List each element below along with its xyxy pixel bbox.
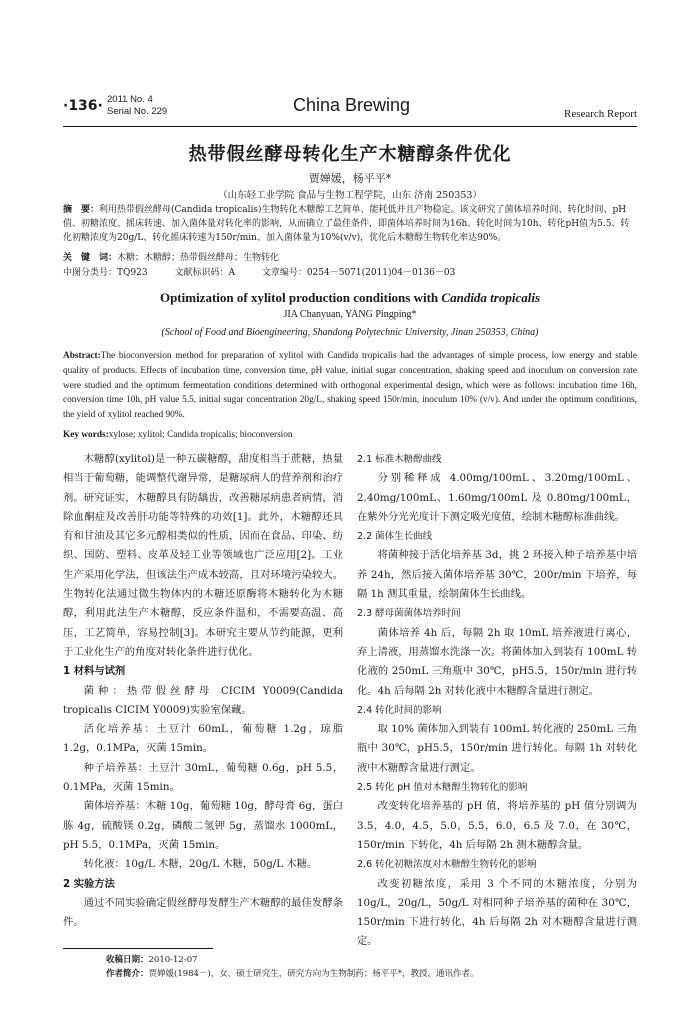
english-authors: JIA Chanyuan, YANG Pingping* <box>283 309 417 320</box>
english-abstract-text: The bioconversion method for preparation of xylitol with Candida tropicalis had the advantages of simple process, low energy and stable quality of products. Effects of incubation time, conversion time, pH value, initial sugar concentration, shaking speed and inoculum on conversion rate were studied and the optimum fermentation conditions determined with orthogonal experimental design, which were as follows: incubation time 16h, conversion time 10h, pH value 5.5, initial sugar concentration 20g/L, shaking speed 150r/min, inoculum 10% (v/v). And under the optimum conditions, the yield of xylitol reached 90%. <box>63 351 637 421</box>
chinese-keywords-label: 关 键 词： <box>63 253 118 263</box>
heading-materials: 1 材料与试剂 <box>63 665 126 678</box>
english-title: Optimization of xylitol production conditions with Candida tropicalis <box>159 290 541 305</box>
journal-name: China Brewing <box>293 95 411 115</box>
left-column <box>63 450 343 932</box>
clc-number: 中图分类号：TQ923 <box>63 268 148 278</box>
chinese-keywords <box>63 251 637 265</box>
footnote-rule <box>63 948 213 949</box>
received-label: 收稿日期： <box>106 955 149 965</box>
chinese-keywords-text: 木糖；木糖醇；热带假丝酵母；生物转化 <box>117 253 280 263</box>
classification-line <box>63 266 637 280</box>
bio-label: 作者简介： <box>106 969 149 979</box>
paragraph-2-5: 改变转化培养基的 pH 值，将培养基的 pH 值分别调为 3.5，4.0，4.5，5.0，5.5，6.0，6.5 及 7.0，在 30℃，150r/min 下转化，4h 后每隔 2h 测木糖醇含量。 <box>357 800 637 851</box>
paragraph-2-6: 改变初糖浓度，采用 3 个不同的木糖浓度，分别为 10g/L，20g/L，50g/L 对相同种子培养基的菌种在 30℃，150r/min 下进行转化，4h 后每隔 2h 对木糖醇含量进行测定。 <box>357 877 637 948</box>
running-header <box>63 88 637 128</box>
heading-2-1: 2.1 标准木糖醇曲线 <box>357 454 442 465</box>
paragraph-2-1: 分别稀释成 4.00mg/100mL、3.20mg/100mL、2.40mg/100mL、1.60mg/100mL 及 0.80mg/100mL，在紫外分光光度计下测定吸光度值，绘制木糖醇标准曲线。 <box>357 472 637 523</box>
document-code: 文献标识码：A <box>174 268 235 278</box>
footnote-received <box>106 954 198 966</box>
english-abstract-label: Abstract: <box>63 351 101 361</box>
chinese-authors: 贾婵媛，杨平平* <box>308 172 392 185</box>
paragraph-2-2: 将菌种接于活化培养基 3d，挑 2 环接入种子培养基中培养 24h，然后接入菌体培养基 30℃，200r/min 下培养，每隔 1h 测其重量，绘制菌体生长曲线。 <box>357 549 637 601</box>
strain-paragraph: 菌种：热带假丝酵母 CICIM Y0009(Candida tropicalis CICIM Y0009)实验室保藏。 <box>63 684 343 716</box>
chinese-abstract <box>63 203 637 245</box>
issue-number: 2011 No. 4 <box>107 94 153 105</box>
conversion-liquid-paragraph: 转化液：10g/L 木糖，20g/L 木糖，50g/L 木糖。 <box>83 858 318 871</box>
heading-2-3: 2.3 酵母菌菌体培养时间 <box>357 608 461 620</box>
chinese-abstract-text: 利用热带假丝酵母(Candida tropicalis)生物转化木糖醇工艺简单、能耗低并且产物稳定。该文研究了菌体培养时间、转化时间、pH值、初糖浓度、摇床转速、加入菌体量对转化率的影响，从而确立了最佳条件，即菌体培养时间为16h、转化时间为10h、转化pH值为5.5、转化初糖浓度为20g/L、转化摇床转速为150r/min、加入菌体量为10%(v/v)，优化后木糖醇生物转化率达90%。 <box>63 205 630 243</box>
bio-text: 贾婵媛(1984－)，女，硕士研究生，研究方向为生物制药；杨平平*，教授，通讯作者。 <box>148 969 479 979</box>
page-number: ·136· <box>63 98 103 114</box>
paragraph-2-3: 菌体培养 4h 后，每隔 2h 取 10mL 培养液进行离心，弃上清液，用蒸馏水洗涤一次。将菌体加入到装有 100mL 转化液的 250mL 三角瓶中 30℃，pH5.5，150r/min 进行转化。4h 后每隔 2h 对转化液中木糖醇含量进行测定。 <box>357 626 637 697</box>
english-keywords-label: Key words: <box>63 430 109 440</box>
english-keywords-text: xylose; xylitol; Candida tropicalis; bioconversion <box>108 430 293 440</box>
heading-2-2: 2.2 菌体生长曲线 <box>357 531 433 543</box>
paragraph-2-4: 取 10% 菌体加入到装有 100mL 转化液的 250mL 三角瓶中 30℃，pH5.5，150r/min 进行转化。每隔 1h 对转化液中木糖醇含量进行测定。 <box>357 723 637 774</box>
serial-number: Serial No. 229 <box>107 106 168 117</box>
heading-methods: 2 实验方法 <box>63 877 115 890</box>
right-column <box>357 450 637 952</box>
english-keywords <box>63 428 637 442</box>
introduction-paragraph: 木糖醇(xylitol)是一种五碳糖醇，甜度相当于蔗糖，热量相当于葡萄糖，能调整代谢异常，是糖尿病人的营养剂和治疗剂。研究证实，木糖醇具有防龋齿，改善糖尿病患者病情，消除血酮症及改善肝功能等特殊的功效[1]。此外，木糖醇还具有和甘油及其它多元醇相类似的性质，因而在食品、印染、纺织、国防、塑料、皮革及轻工业等领域也广泛应用[2]。工业生产采用化学法，但该法生产成本较高，且对环境污染较大。生物转化法通过微生物体内的木糖还原酶将木糖转化为木糖醇，利用此法生产木糖醇，反应条件温和，不需要高温、高压，工艺简单，容易控制[3]。本研究主要从节约能源，更利于工业化生产的角度对转化条件进行优化。 <box>63 453 343 658</box>
received-date: 2010-12-07 <box>148 955 198 965</box>
heading-2-4: 2.4 转化时间的影响 <box>357 704 442 716</box>
section-label: Research Report <box>564 108 637 120</box>
article-number: 文章编号：0254－5071(2011)04－0136－03 <box>261 268 456 278</box>
english-abstract <box>63 349 637 423</box>
english-affiliation: (School of Food and Bioengineering, Shandong Polytechnic University, Jinan 250353, China) <box>161 327 539 338</box>
culture-medium-paragraph: 菌体培养基：木糖 10g，葡萄糖 10g，酵母膏 6g，蛋白胨 4g，硫酸镁 0.2g，磷酸二氢钾 5g，蒸馏水 1000mL，pH 5.5，0.1MPa，灭菌 15min。 <box>63 800 343 851</box>
heading-2-5: 2.5 转化 pH 值对木糖醇生物转化的影响 <box>357 782 528 794</box>
issue-info <box>107 94 167 118</box>
footnote-author-bio <box>106 968 479 980</box>
chinese-abstract-label: 摘 要： <box>63 205 100 215</box>
activation-medium-paragraph: 活化培养基：土豆汁 60mL，葡萄糖 1.2g，琼脂 1.2g，0.1MPa，灭菌 15min。 <box>63 723 343 755</box>
header-rule <box>63 126 637 127</box>
chinese-title: 热带假丝酵母转化生产木糖醇条件优化 <box>188 144 512 165</box>
seed-medium-paragraph: 种子培养基：土豆汁 30mL，葡萄糖 0.6g，pH 5.5，0.1MPa，灭菌 15min。 <box>63 761 343 794</box>
heading-2-6: 2.6 转化初糖浓度对木糖醇生物转化的影响 <box>357 859 537 871</box>
methods-intro-paragraph: 通过不同实验确定假丝酵母发酵生产木糖醇的最佳发酵条件。 <box>63 896 343 929</box>
chinese-affiliation: （山东轻工业学院 食品与生物工程学院，山东 济南 250353） <box>218 190 482 201</box>
